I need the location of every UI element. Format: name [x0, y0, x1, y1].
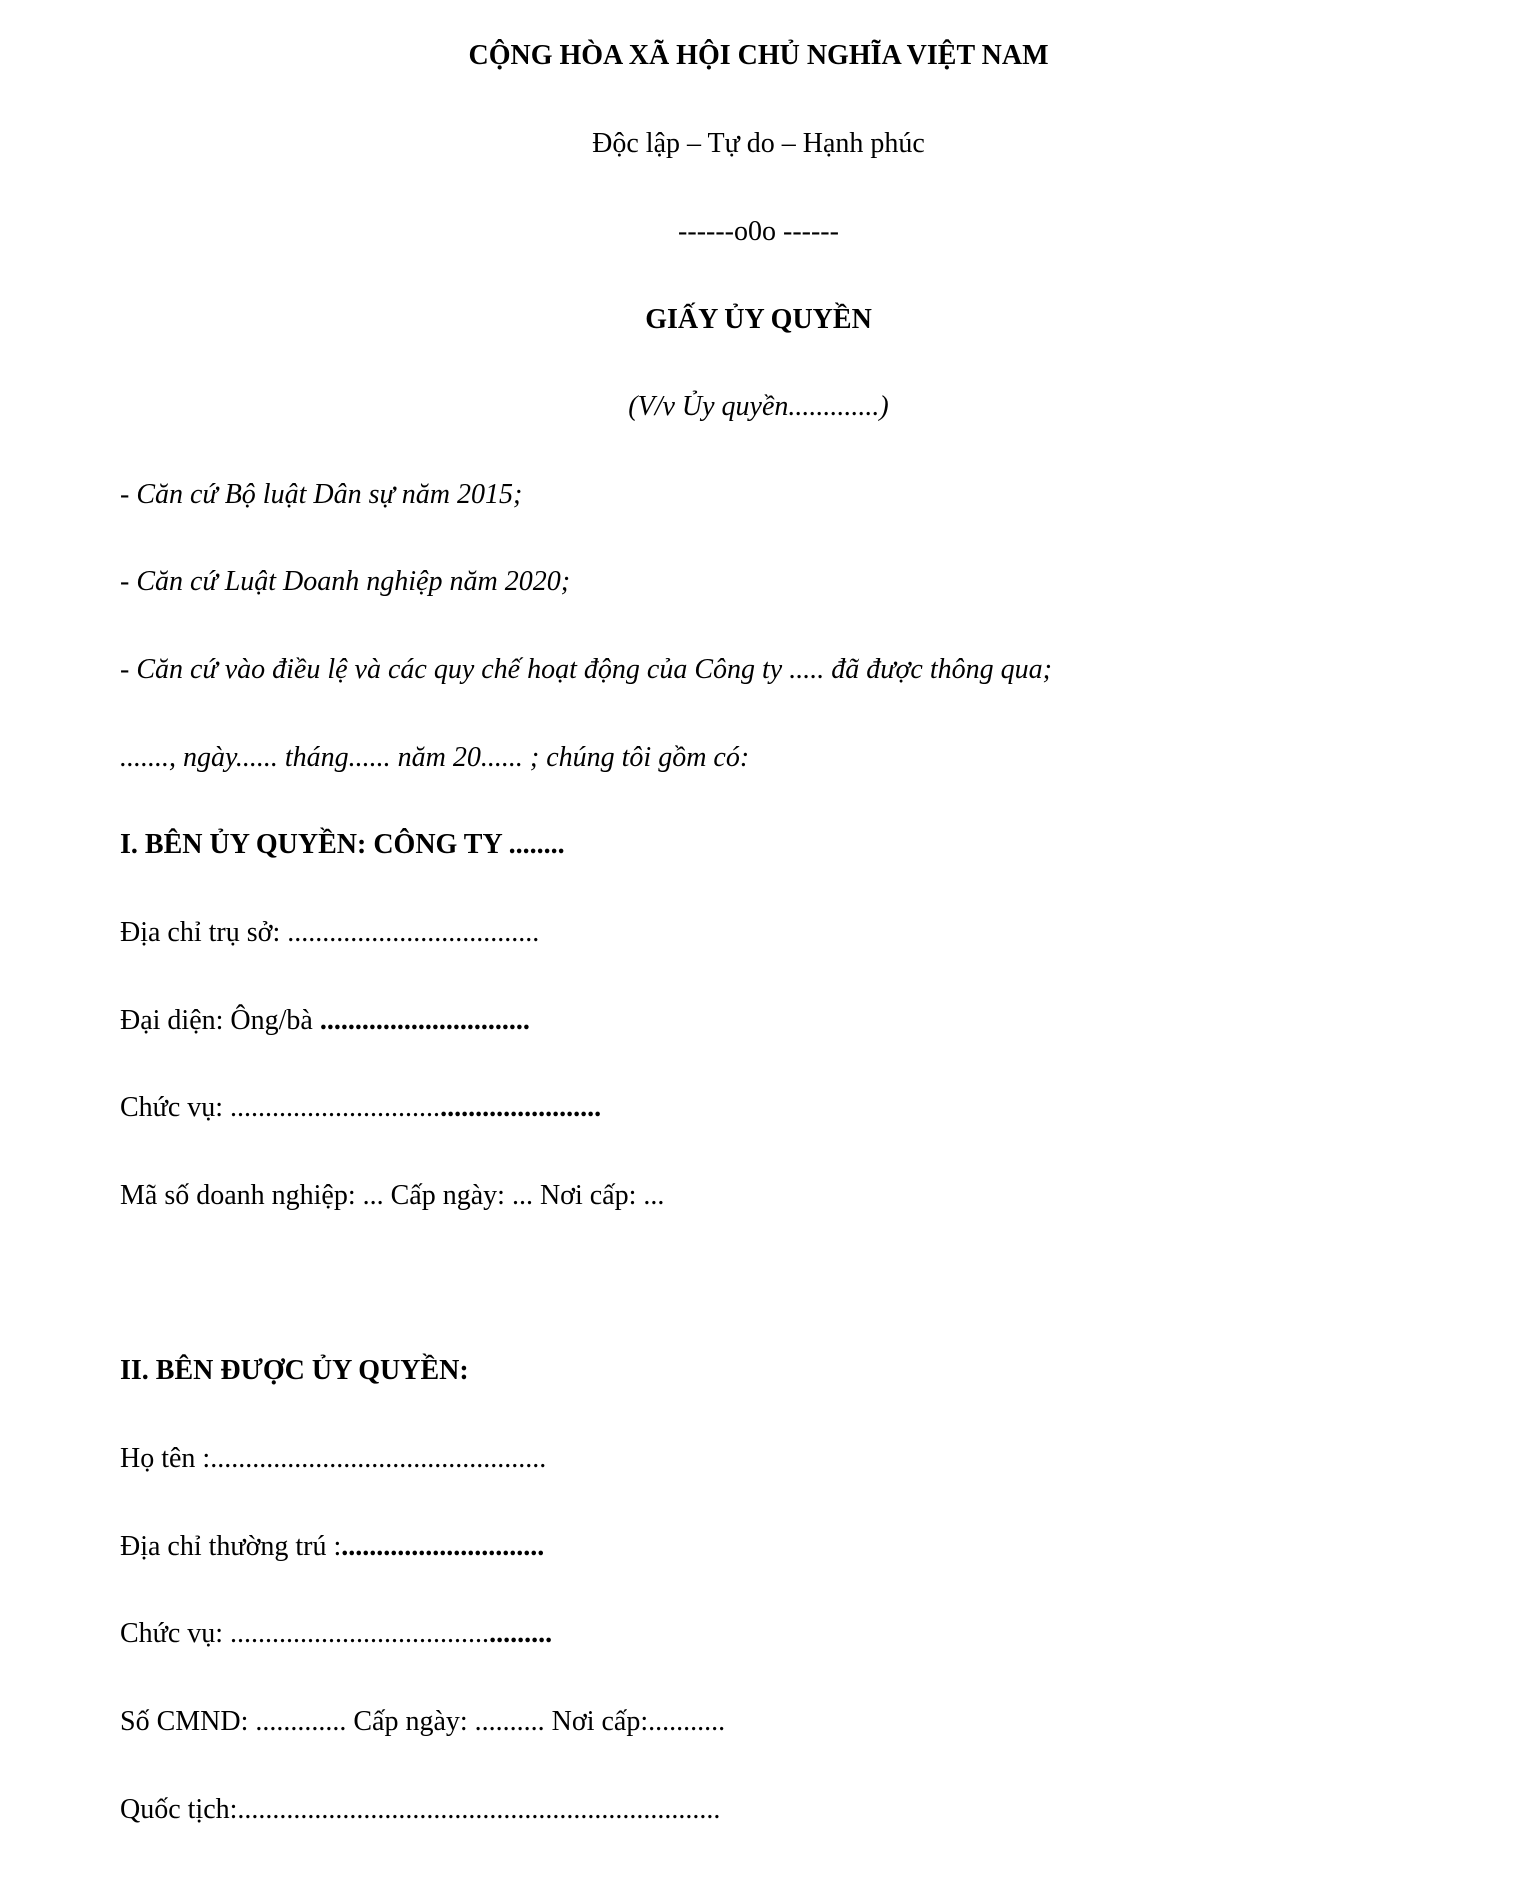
authorized-address	[120, 1531, 544, 1563]
authorized-id-card: Số CMND: ............. Cấp ngày: .......... Nơi cấp:...........	[120, 1706, 726, 1737]
date-line: ......., ngày...... tháng...... năm 20...... ; chúng tôi gồm có:	[120, 742, 750, 773]
authorizer-position	[120, 1092, 601, 1124]
legal-basis-civil-code: - Căn cứ Bộ luật Dân sự năm 2015;	[120, 479, 523, 510]
authorizer-representative-label: Đại diện: Ông/bà	[120, 1005, 320, 1036]
legal-basis-company-charter: - Căn cứ vào điều lệ và các quy chế hoạt động của Công ty ..... đã được thông qua;	[120, 654, 1052, 685]
nation-heading: CỘNG HÒA XÃ HỘI CHỦ NGHĨA VIỆT NAM	[468, 40, 1049, 71]
document-subject: (V/v Ủy quyền.............)	[628, 391, 889, 422]
section-authorizer-heading: I. BÊN ỦY QUYỀN: CÔNG TY ........	[120, 829, 565, 860]
authorizer-business-code: Mã số doanh nghiệp: ... Cấp ngày: ... Nơi cấp: ...	[120, 1180, 665, 1211]
document-title: GIẤY ỦY QUYỀN	[645, 304, 872, 335]
national-motto: Độc lập – Tự do – Hạnh phúc	[592, 128, 925, 159]
authorized-address-label: Địa chỉ thường trú :	[120, 1531, 342, 1562]
section-authorized-heading: II. BÊN ĐƯỢC ỦY QUYỀN:	[120, 1355, 469, 1386]
authorized-name: Họ tên :................................................	[120, 1443, 547, 1474]
authorizer-representative	[120, 1005, 530, 1037]
authorizer-representative-blank: ..............................	[319, 1005, 530, 1036]
authorizer-position-blank: .......................	[440, 1092, 602, 1123]
authorized-position-label: Chức vụ: .....................................	[120, 1618, 490, 1649]
authorizer-position-label: Chức vụ: ..............................	[120, 1092, 441, 1123]
authorized-nationality: Quốc tịch:.....................................................................	[120, 1794, 721, 1825]
authorized-position	[120, 1618, 552, 1650]
header-separator: ------o0o ------	[678, 216, 839, 247]
legal-basis-enterprise-law: - Căn cứ Luật Doanh nghiệp năm 2020;	[120, 566, 571, 597]
authorized-position-blank: .........	[489, 1618, 553, 1649]
authorized-address-blank: .............................	[341, 1531, 545, 1562]
authorizer-address: Địa chỉ trụ sở: ....................................	[120, 917, 540, 948]
